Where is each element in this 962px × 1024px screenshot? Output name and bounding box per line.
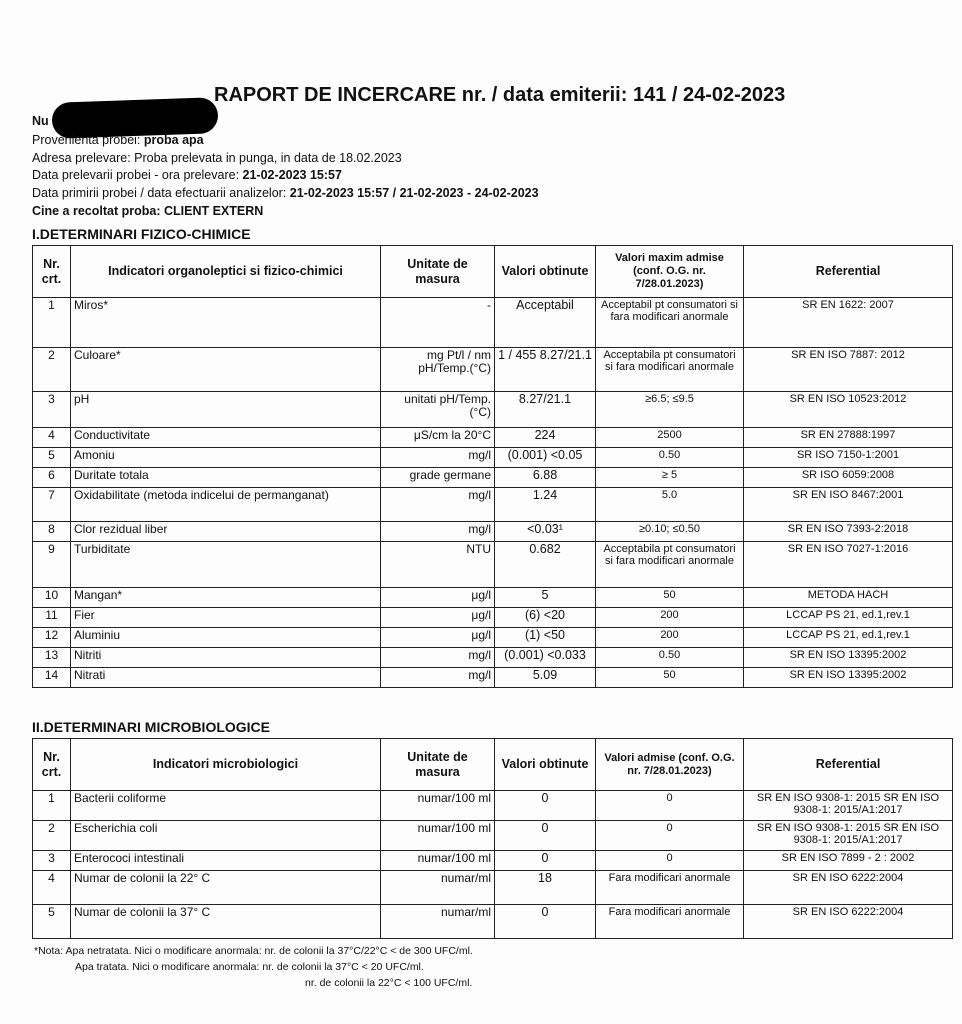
- table-row: [33, 668, 953, 688]
- note-line-3: nr. de colonii la 22°C < 100 UFC/ml.: [305, 977, 473, 989]
- provenienta-value: proba apa: [143, 133, 204, 147]
- unit-cell: mg/l: [381, 448, 495, 468]
- value-cell: (0.001) <0.033: [495, 648, 596, 668]
- provenienta-line: [32, 133, 204, 147]
- header-indicator: Indicatori microbiologici: [71, 739, 381, 791]
- header-valori: Valori obtinute: [495, 739, 596, 791]
- data-primirii-label: Data primirii probei / data efectuarii analizelor:: [32, 186, 290, 200]
- value-cell: 0: [495, 791, 596, 821]
- table-row: [33, 428, 953, 448]
- unit-cell: μg/l: [381, 628, 495, 648]
- admitted-value-cell: Acceptabil pt consumatori si fara modificari anormale: [596, 298, 744, 348]
- header-indicator: Indicatori organoleptici si fizico-chimici: [71, 246, 381, 298]
- admitted-value-cell: 200: [596, 628, 744, 648]
- indicator-cell: Mangan*: [71, 588, 381, 608]
- admitted-value-cell: 0: [596, 851, 744, 871]
- indicator-cell: Oxidabilitate (metoda indicelui de permanganat): [71, 488, 381, 522]
- indicator-cell: Fier: [71, 608, 381, 628]
- unit-cell: mg/l: [381, 522, 495, 542]
- header-nr: Nr. crt.: [33, 246, 71, 298]
- unit-cell: numar/100 ml: [381, 791, 495, 821]
- table-header-row: [33, 739, 953, 791]
- note-line-2: Apa tratata. Nici o modificare anormala: nr. de colonii la 37°C < 20 UFC/ml.: [75, 961, 424, 973]
- indicator-cell: pH: [71, 392, 381, 428]
- row-number: 10: [33, 588, 71, 608]
- unit-cell: numar/ml: [381, 905, 495, 939]
- row-number: 4: [33, 871, 71, 905]
- table-row: [33, 522, 953, 542]
- referential-cell: SR EN ISO 7899 - 2 : 2002: [744, 851, 953, 871]
- table-row: [33, 588, 953, 608]
- row-number: 11: [33, 608, 71, 628]
- indicator-cell: Numar de colonii la 22° C: [71, 871, 381, 905]
- value-cell: 0.682: [495, 542, 596, 588]
- table-row: [33, 468, 953, 488]
- referential-cell: SR EN ISO 9308-1: 2015 SR EN ISO 9308-1: 2015/A1:2017: [744, 791, 953, 821]
- indicator-cell: Nitriti: [71, 648, 381, 668]
- table-row: [33, 628, 953, 648]
- report-title: RAPORT DE INCERCARE nr. / data emiterii: 141 / 24-02-2023: [214, 84, 786, 106]
- header-nr: Nr. crt.: [33, 739, 71, 791]
- data-prelevarii-value: 21-02-2023 15:57: [242, 168, 342, 182]
- fizico-chimice-table: [32, 245, 953, 688]
- referential-cell: SR EN ISO 7027-1:2016: [744, 542, 953, 588]
- row-number: 2: [33, 348, 71, 392]
- table-header-row: [33, 246, 953, 298]
- value-cell: 224: [495, 428, 596, 448]
- referential-cell: LCCAP PS 21, ed.1,rev.1: [744, 628, 953, 648]
- table-row: [33, 851, 953, 871]
- indicator-cell: Duritate totala: [71, 468, 381, 488]
- indicator-cell: Enterococi intestinali: [71, 851, 381, 871]
- row-number: 4: [33, 428, 71, 448]
- admitted-value-cell: 200: [596, 608, 744, 628]
- row-number: 1: [33, 791, 71, 821]
- value-cell: 1 / 455 8.27/21.1: [495, 348, 596, 392]
- microbiologice-table: [32, 738, 953, 939]
- referential-cell: SR ISO 7150-1:2001: [744, 448, 953, 468]
- value-cell: 0: [495, 821, 596, 851]
- unit-cell: μg/l: [381, 588, 495, 608]
- admitted-value-cell: 0: [596, 821, 744, 851]
- unit-cell: -: [381, 298, 495, 348]
- unit-cell: grade germane: [381, 468, 495, 488]
- indicator-cell: Bacterii coliforme: [71, 791, 381, 821]
- row-number: 2: [33, 821, 71, 851]
- unit-cell: μS/cm la 20°C: [381, 428, 495, 448]
- provenienta-label: Provenienta probei:: [32, 133, 144, 147]
- row-number: 7: [33, 488, 71, 522]
- indicator-cell: Clor rezidual liber: [71, 522, 381, 542]
- admitted-value-cell: 5.0: [596, 488, 744, 522]
- referential-cell: SR EN ISO 7393-2:2018: [744, 522, 953, 542]
- value-cell: 8.27/21.1: [495, 392, 596, 428]
- indicator-cell: Aluminiu: [71, 628, 381, 648]
- data-prelevarii-label: Data prelevarii probei - ora prelevare:: [32, 168, 243, 182]
- referential-cell: SR EN ISO 6222:2004: [744, 905, 953, 939]
- indicator-cell: Turbiditate: [71, 542, 381, 588]
- referential-cell: SR EN ISO 13395:2002: [744, 648, 953, 668]
- referential-cell: METODA HACH: [744, 588, 953, 608]
- table-row: [33, 608, 953, 628]
- row-number: 13: [33, 648, 71, 668]
- admitted-value-cell: 0: [596, 791, 744, 821]
- referential-cell: SR EN 27888:1997: [744, 428, 953, 448]
- header-referential: Referential: [744, 739, 953, 791]
- indicator-cell: Numar de colonii la 37° C: [71, 905, 381, 939]
- table-row: [33, 791, 953, 821]
- referential-cell: SR EN ISO 10523:2012: [744, 392, 953, 428]
- unit-cell: numar/100 ml: [381, 851, 495, 871]
- table-row: [33, 871, 953, 905]
- indicator-cell: Amoniu: [71, 448, 381, 468]
- unit-cell: mg/l: [381, 648, 495, 668]
- admitted-value-cell: Acceptabila pt consumatori si fara modificari anormale: [596, 542, 744, 588]
- admitted-value-cell: Fara modificari anormale: [596, 871, 744, 905]
- value-cell: (1) <50: [495, 628, 596, 648]
- row-number: 6: [33, 468, 71, 488]
- table-row: [33, 298, 953, 348]
- referential-cell: SR EN ISO 8467:2001: [744, 488, 953, 522]
- admitted-value-cell: Acceptabila pt consumatori si fara modificari anormale: [596, 348, 744, 392]
- table-row: [33, 488, 953, 522]
- value-cell: 0: [495, 851, 596, 871]
- referential-cell: SR EN ISO 13395:2002: [744, 668, 953, 688]
- value-cell: 5: [495, 588, 596, 608]
- admitted-value-cell: 2500: [596, 428, 744, 448]
- table-row: [33, 648, 953, 668]
- unit-cell: unitati pH/Temp.(°C): [381, 392, 495, 428]
- header-unitate: Unitate de masura: [381, 739, 495, 791]
- table-row: [33, 821, 953, 851]
- adresa-line: Adresa prelevare: Proba prelevata in punga, in data de 18.02.2023: [32, 151, 402, 165]
- value-cell: 1.24: [495, 488, 596, 522]
- unit-cell: numar/ml: [381, 871, 495, 905]
- header-unitate: Unitate de masura: [381, 246, 495, 298]
- table-row: [33, 392, 953, 428]
- admitted-value-cell: 50: [596, 668, 744, 688]
- header-admise: Valori admise (conf. O.G. nr. 7/28.01.2023): [596, 739, 744, 791]
- value-cell: 0: [495, 905, 596, 939]
- unit-cell: numar/100 ml: [381, 821, 495, 851]
- row-number: 3: [33, 392, 71, 428]
- note-line-1: *Nota: Apa netratata. Nici o modificare anormala: nr. de colonii la 37°C/22°C < de 300 UFC/ml.: [34, 945, 473, 957]
- referential-cell: SR EN ISO 9308-1: 2015 SR EN ISO 9308-1: 2015/A1:2017: [744, 821, 953, 851]
- unit-cell: μg/l: [381, 608, 495, 628]
- indicator-cell: Conductivitate: [71, 428, 381, 448]
- admitted-value-cell: ≥ 5: [596, 468, 744, 488]
- referential-cell: SR EN ISO 6222:2004: [744, 871, 953, 905]
- section-2-title: II.DETERMINARI MICROBIOLOGICE: [32, 719, 270, 735]
- recoltat-line: Cine a recoltat proba: CLIENT EXTERN: [32, 204, 264, 218]
- data-primirii-line: [32, 186, 539, 200]
- unit-cell: mg Pt/l / nm pH/Temp.(°C): [381, 348, 495, 392]
- value-cell: (6) <20: [495, 608, 596, 628]
- admitted-value-cell: Fara modificari anormale: [596, 905, 744, 939]
- row-number: 8: [33, 522, 71, 542]
- value-cell: Acceptabil: [495, 298, 596, 348]
- table-row: [33, 542, 953, 588]
- unit-cell: mg/l: [381, 668, 495, 688]
- row-number: 3: [33, 851, 71, 871]
- table-row: [33, 905, 953, 939]
- referential-cell: SR EN 1622: 2007: [744, 298, 953, 348]
- header-referential: Referential: [744, 246, 953, 298]
- admitted-value-cell: 50: [596, 588, 744, 608]
- row-number: 5: [33, 448, 71, 468]
- row-number: 9: [33, 542, 71, 588]
- row-number: 14: [33, 668, 71, 688]
- row-number: 12: [33, 628, 71, 648]
- indicator-cell: Miros*: [71, 298, 381, 348]
- unit-cell: mg/l: [381, 488, 495, 522]
- row-number: 1: [33, 298, 71, 348]
- admitted-value-cell: 0.50: [596, 448, 744, 468]
- value-cell: 18: [495, 871, 596, 905]
- indicator-cell: Nitrati: [71, 668, 381, 688]
- indicator-cell: Escherichia coli: [71, 821, 381, 851]
- value-cell: 5.09: [495, 668, 596, 688]
- table-row: [33, 348, 953, 392]
- admitted-value-cell: ≥0.10; ≤0.50: [596, 522, 744, 542]
- referential-cell: SR EN ISO 7887: 2012: [744, 348, 953, 392]
- data-prelevarii-line: [32, 168, 342, 182]
- data-primirii-value: 21-02-2023 15:57 / 21-02-2023 - 24-02-2023: [289, 186, 539, 200]
- value-cell: <0.03¹: [495, 522, 596, 542]
- referential-cell: LCCAP PS 21, ed.1,rev.1: [744, 608, 953, 628]
- value-cell: (0.001) <0.05: [495, 448, 596, 468]
- section-1-title: I.DETERMINARI FIZICO-CHIMICE: [32, 226, 251, 242]
- header-admise: Valori maxim admise (conf. O.G. nr. 7/28.01.2023): [596, 246, 744, 298]
- referential-cell: SR ISO 6059:2008: [744, 468, 953, 488]
- unit-cell: NTU: [381, 542, 495, 588]
- row-number: 5: [33, 905, 71, 939]
- admitted-value-cell: 0.50: [596, 648, 744, 668]
- nr-label: Nu: [32, 114, 49, 128]
- header-valori: Valori obtinute: [495, 246, 596, 298]
- indicator-cell: Culoare*: [71, 348, 381, 392]
- table-row: [33, 448, 953, 468]
- admitted-value-cell: ≥6.5; ≤9.5: [596, 392, 744, 428]
- value-cell: 6.88: [495, 468, 596, 488]
